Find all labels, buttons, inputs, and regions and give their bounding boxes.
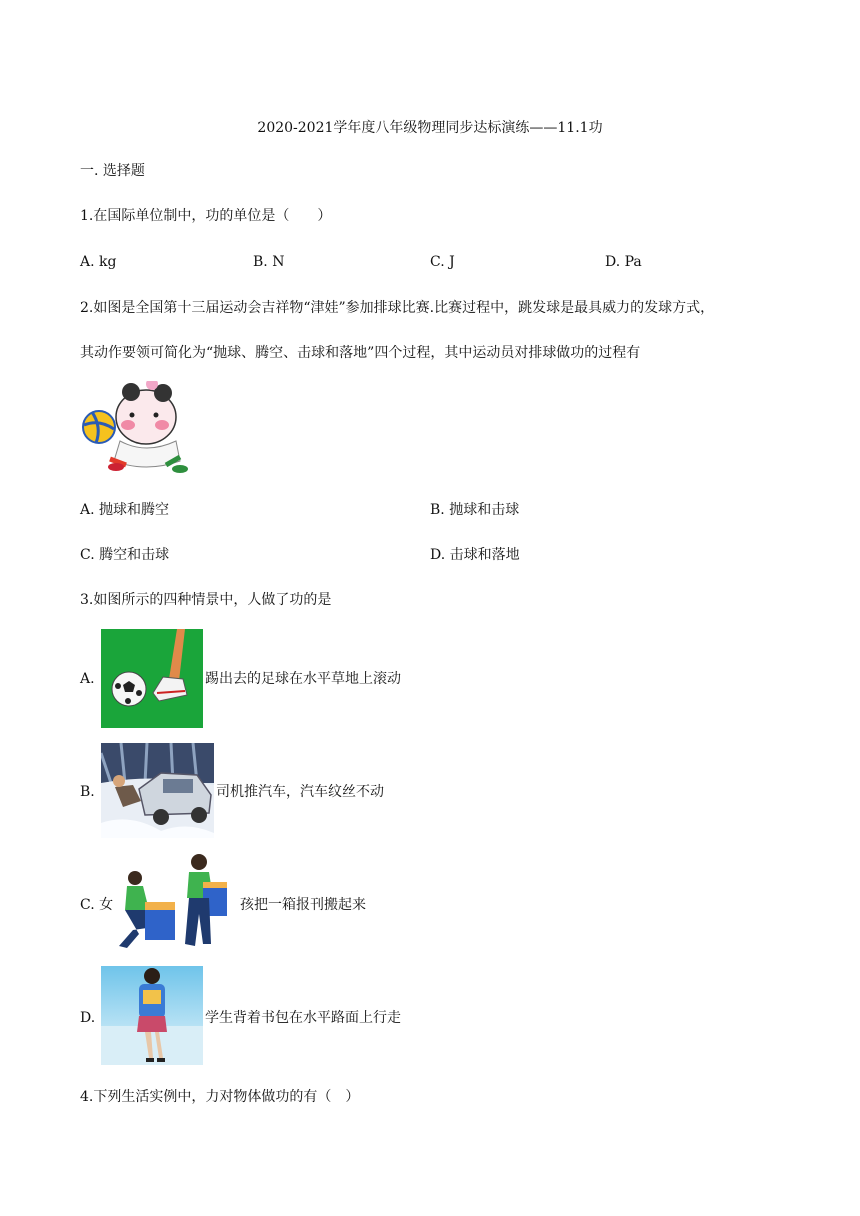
q3-option-d-text: 学生背着书包在水平路面上行走 <box>205 1010 401 1026</box>
carry-box-image <box>117 854 238 952</box>
q1-option-b[interactable]: B. N <box>253 254 285 270</box>
q1-option-a[interactable]: A. kg <box>80 254 117 270</box>
q2-option-c[interactable]: C. 腾空和击球 <box>80 547 170 563</box>
q3-option-a-label[interactable]: A. <box>80 671 95 687</box>
q2-option-b[interactable]: B. 抛球和击球 <box>430 502 520 518</box>
q2-option-d[interactable]: D. 击球和落地 <box>430 547 520 563</box>
q3-option-a-text: 踢出去的足球在水平草地上滚动 <box>205 671 401 687</box>
q1-option-d[interactable]: D. Pa <box>605 254 642 270</box>
q3-option-c-text: 孩把一箱报刊搬起来 <box>240 897 366 913</box>
student-backpack-image <box>101 966 203 1065</box>
page-title: 2020-2021学年度八年级物理同步达标演练——11.1功 <box>257 120 603 136</box>
q3-option-c-label[interactable]: C. 女 <box>80 897 114 913</box>
q3-option-b-text: 司机推汽车，汽车纹丝不动 <box>216 784 384 800</box>
section-heading: 一. 选择题 <box>80 163 145 179</box>
push-car-image <box>101 743 214 838</box>
q2-stem-line1: 2.如图是全国第十三届运动会吉祥物“津娃”参加排球比赛.比赛过程中，跳发球是最具威力的发球方式， <box>80 300 715 316</box>
football-kick-image <box>101 629 203 728</box>
q2-option-a[interactable]: A. 抛球和腾空 <box>80 502 170 518</box>
q4-stem: 4.下列生活实例中，力对物体做功的有（ ） <box>80 1089 360 1105</box>
q3-stem: 3.如图所示的四种情景中，人做了功的是 <box>80 592 332 608</box>
q2-stem-line2: 其动作要领可简化为“抛球、腾空、击球和落地”四个过程，其中运动员对排球做功的过程有 <box>80 345 641 361</box>
q1-stem: 1.在国际单位制中，功的单位是（ ） <box>80 208 332 224</box>
q3-option-d-label[interactable]: D. <box>80 1010 96 1026</box>
q3-option-b-label[interactable]: B. <box>80 784 95 800</box>
mascot-volleyball-image <box>80 381 192 476</box>
q1-option-c[interactable]: C. J <box>430 254 455 270</box>
